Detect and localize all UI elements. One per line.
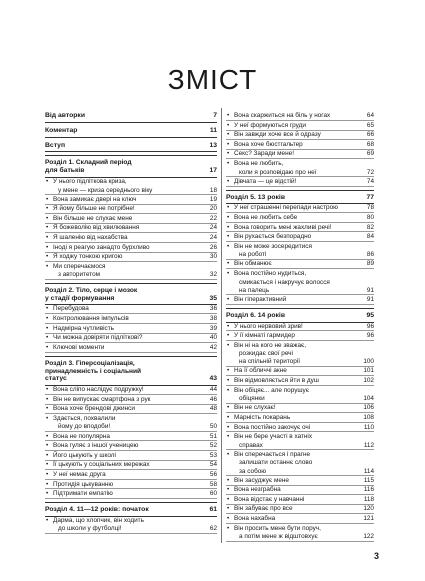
toc-entry	[226, 367, 374, 376]
entry-title: • Марність покарань	[234, 414, 358, 421]
toc-entry	[226, 214, 374, 223]
entry-title: • Перебудова	[53, 305, 201, 312]
entry-title: Розділ 2. Тіло, серце і мозок	[45, 286, 138, 294]
entry-page: 52	[209, 442, 217, 450]
entry-title: • У нього підліткова криза,	[53, 178, 201, 185]
entry-page: 104	[363, 395, 374, 403]
toc-entry	[45, 234, 217, 243]
entry-title: • Ключові моменти	[53, 344, 201, 351]
toc-entry	[226, 477, 374, 486]
toc-entry	[226, 515, 374, 524]
toc-entry	[45, 433, 217, 442]
entry-page: 78	[366, 204, 374, 212]
entry-page: 17	[209, 167, 217, 175]
section-heading	[226, 190, 374, 205]
toc-entry-continued	[226, 468, 374, 476]
entry-title: статус	[45, 375, 67, 383]
entry-page: 56	[209, 470, 217, 478]
entry-page: 89	[366, 260, 374, 268]
entry-page: 91	[366, 286, 374, 294]
toc-entry	[226, 150, 374, 159]
entry-page: 72	[366, 168, 374, 176]
entry-page: 121	[363, 514, 374, 522]
toc-entry	[45, 253, 217, 262]
toc-entry	[226, 414, 374, 423]
toc-entry	[226, 387, 374, 395]
toc-entry	[45, 334, 217, 343]
entry-page: 61	[209, 506, 217, 514]
entry-title: Розділ 1. Складний період	[45, 159, 132, 167]
toc-entry-continued	[226, 358, 374, 366]
entry-page: 7	[213, 112, 217, 119]
entry-page: 108	[363, 413, 374, 421]
entry-page: 86	[366, 251, 374, 259]
toc-entry	[45, 315, 217, 324]
toc-entry	[226, 332, 374, 341]
entry-page: 22	[209, 214, 217, 222]
toc-entry-continued	[226, 350, 374, 357]
entry-title: Розділ 6. 14 років	[226, 311, 285, 319]
entry-page: 32	[209, 271, 217, 279]
section-heading	[45, 295, 217, 306]
entry-page: 38	[209, 315, 217, 323]
entry-title: • Вона говорить мені жахливі речі!	[234, 224, 358, 231]
entry-page: 64	[366, 112, 374, 119]
toc-entry-continued	[226, 287, 374, 295]
toc-entry	[45, 405, 217, 414]
entry-title: • Він рухається безпорадно	[234, 233, 358, 240]
entry-title: • Він не бере участі в хатніх	[234, 433, 358, 440]
entry-page: 35	[209, 294, 217, 302]
toc-entry-continued	[226, 459, 374, 466]
toc-entry	[226, 122, 374, 131]
entry-title: • Іноді я реагую занадто бурхливо	[53, 244, 201, 251]
toc-left-column	[45, 112, 217, 535]
toc-entry	[45, 344, 217, 353]
toc-entry	[226, 433, 374, 441]
entry-title: а потім мене ж відштовхує	[239, 533, 318, 541]
toc-entry	[45, 263, 217, 271]
entry-title: • Я божеволію від хвилювання	[53, 224, 201, 231]
toc-entry	[45, 461, 217, 470]
toc-entry	[226, 323, 374, 332]
toc-entry-continued	[226, 251, 374, 259]
toc-entry	[226, 233, 374, 242]
toc-entry	[45, 215, 217, 224]
entry-title: принадлежність і соціальний	[45, 367, 142, 375]
entry-title: • Протидія цькуванню	[53, 481, 201, 488]
entry-title: • Його цькують у школі	[53, 452, 201, 459]
entry-title: • Надмірна чутливість	[53, 325, 201, 332]
entry-title: • Він гіперактивний	[234, 296, 358, 303]
entry-page: 74	[366, 177, 374, 185]
entry-page: 68	[366, 140, 374, 148]
entry-page: 100	[363, 358, 374, 366]
entry-page: 106	[363, 404, 374, 412]
entry-title: • Вона сліпо наслідує подружку!	[53, 386, 201, 393]
entry-title: з авторитетом	[58, 271, 101, 279]
toc-entry	[226, 525, 374, 533]
entry-title: • У її кімнаті гармидер	[234, 332, 358, 339]
entry-title: • Він завжди хоче все й одразу	[234, 131, 358, 138]
entry-page: 48	[209, 405, 217, 413]
entry-title: • У неї формуються груди	[234, 122, 358, 129]
entry-title: • Вона не любить,	[234, 160, 358, 167]
toc-entry	[45, 517, 217, 525]
entry-page: 53	[209, 451, 217, 459]
toc-entry	[226, 204, 374, 213]
entry-title: • Чи можна довіряти підліткові?	[53, 334, 201, 341]
entry-title: • Він не може зосередитися	[234, 243, 358, 250]
entry-page: 26	[209, 243, 217, 251]
entry-page: 95	[366, 311, 374, 319]
toc-entry-continued	[226, 442, 374, 450]
toc-entry	[45, 415, 217, 423]
section-heading	[45, 356, 217, 368]
entry-title: смикається і накручує волосся	[239, 278, 330, 286]
toc-major-entry	[45, 142, 217, 153]
entry-title: • Він обманює	[234, 260, 358, 267]
entry-title: на роботі	[239, 251, 267, 259]
entry-page: 82	[366, 223, 374, 231]
entry-page: 51	[209, 432, 217, 440]
toc-entry	[226, 342, 374, 350]
entry-title: • Її цькують у соціальних мережах	[53, 461, 201, 468]
entry-title: • У неї немає друга	[53, 471, 201, 478]
entry-title: • Вона гуляє з іншої ученицею	[53, 442, 201, 449]
toc-entry	[45, 196, 217, 205]
entry-title: • Він просить мене бути поруч,	[234, 525, 358, 532]
toc-major-entry	[45, 127, 217, 138]
toc-entry	[45, 386, 217, 395]
entry-title: • Він засуджує мене	[234, 477, 358, 484]
entry-page: 65	[366, 121, 374, 129]
entry-title: • Дівчата — це відстій!	[234, 178, 358, 185]
entry-page: 40	[209, 334, 217, 342]
entry-title: • Він забуває про все	[234, 505, 358, 512]
entry-title: • Підтримати емпатію	[53, 490, 201, 497]
page-title: ЗМІСТ	[167, 64, 258, 95]
toc-entry	[226, 496, 374, 505]
entry-title: • Вона замикає двері на ключ	[53, 196, 201, 203]
entry-title: • Вона хоче бюстгальтер	[234, 141, 358, 148]
entry-page: 36	[209, 305, 217, 313]
toc-entry	[226, 141, 374, 150]
entry-page: 112	[363, 441, 374, 449]
entry-page: 62	[209, 525, 217, 533]
entry-page: 96	[366, 322, 374, 330]
entry-title: на спільній території	[239, 358, 300, 366]
toc-entry-continued	[226, 533, 374, 541]
entry-title: • Ми сперечаємося	[53, 263, 201, 270]
entry-page: 24	[209, 234, 217, 242]
toc-entry	[226, 178, 374, 187]
toc-entry	[45, 471, 217, 480]
entry-title: • Контролювання імпульсів	[53, 315, 201, 322]
entry-title: • Він ні на кого не зважає,	[234, 342, 358, 349]
entry-title: • Він сперечається і прагне	[234, 451, 358, 458]
entry-page: 19	[209, 195, 217, 203]
toc-entry	[226, 160, 374, 168]
entry-title: • Дарма, що хлопчик, він ходить	[53, 517, 201, 524]
entry-title: • Я йому більше не потрібне!	[53, 205, 201, 212]
entry-page: 58	[209, 480, 217, 488]
entry-title: • Вона незграбна	[234, 486, 358, 493]
entry-title: коли я розповідаю про неї	[239, 168, 317, 176]
entry-page: 114	[363, 467, 374, 475]
section-heading	[45, 375, 217, 386]
entry-page: 102	[363, 377, 374, 385]
section-heading	[45, 368, 217, 376]
toc-entry	[45, 305, 217, 314]
entry-page: 18	[209, 186, 217, 194]
toc-entry	[45, 481, 217, 490]
entry-title: Від авторки	[45, 112, 85, 119]
entry-title: розкидає свої речі	[239, 350, 293, 358]
entry-title: • Вона постійно закочує очі	[234, 424, 358, 431]
entry-title: Розділ 3. Гіперсоціалізація,	[45, 359, 135, 367]
entry-title: до школи у футболці!	[58, 525, 122, 533]
toc-entry-continued	[226, 279, 374, 286]
toc-entry	[45, 490, 217, 499]
entry-title: за собою	[239, 467, 267, 475]
toc-major-entry	[45, 112, 217, 123]
entry-title: • Він не слухає!	[234, 404, 358, 411]
entry-page: 101	[363, 367, 374, 375]
section-heading	[45, 155, 217, 167]
toc-entry	[45, 442, 217, 451]
entry-title: • Вона відстає у навчанні	[234, 496, 358, 503]
entry-title: • Вона скаржиться на біль у ногах	[234, 112, 358, 119]
entry-title: на палець	[239, 286, 270, 294]
entry-page: 80	[366, 213, 374, 221]
entry-title: • Здається, похвалили	[53, 415, 201, 422]
toc-entry	[226, 486, 374, 495]
toc-entry	[45, 452, 217, 461]
entry-page: 115	[363, 476, 374, 484]
entry-page: 66	[366, 131, 374, 139]
entry-page: 110	[363, 423, 374, 431]
toc-entry	[45, 178, 217, 186]
toc-entry	[226, 296, 374, 305]
toc-entry-continued	[45, 423, 217, 431]
entry-page: 96	[366, 332, 374, 340]
entry-title: • На її обличчі акне	[234, 367, 358, 374]
entry-title: • Вона нахабна	[234, 515, 358, 522]
toc-entry	[226, 451, 374, 459]
entry-page: 24	[209, 224, 217, 232]
toc-entry	[226, 377, 374, 386]
toc-entry-continued	[45, 187, 217, 195]
toc-entry-continued	[45, 525, 217, 533]
toc-entry	[45, 205, 217, 214]
entry-title: • Він обіцяє... але порушує	[234, 387, 358, 394]
entry-title: залишати останнє слово	[239, 459, 313, 467]
toc-entry	[226, 424, 374, 433]
entry-title: у мене — криза середнього віку	[58, 186, 153, 194]
toc-entry-continued	[45, 271, 217, 279]
entry-page: 122	[363, 533, 374, 541]
entry-title: • Вона не любить себе	[234, 214, 358, 221]
entry-page: 50	[209, 423, 217, 431]
page-number: 3	[374, 551, 380, 561]
toc-entry	[45, 244, 217, 253]
section-heading	[226, 308, 374, 323]
column-divider	[221, 108, 222, 543]
toc-entry	[226, 112, 374, 121]
entry-page: 54	[209, 461, 217, 469]
entry-title: • Він більше не слухає мене	[53, 215, 201, 222]
entry-title: • У нього нервовий зрив!	[234, 323, 358, 330]
entry-page: 39	[209, 324, 217, 332]
section-heading	[45, 167, 217, 178]
entry-title: • Вона хоче брендові джинси	[53, 405, 201, 412]
entry-page: 69	[366, 150, 374, 158]
toc-entry	[226, 505, 374, 514]
toc-entry	[226, 404, 374, 413]
toc-entry	[45, 224, 217, 233]
entry-page: 30	[209, 253, 217, 261]
entry-page: 116	[363, 486, 374, 494]
toc-entry	[226, 260, 374, 269]
entry-title: • Вона не популярна	[53, 433, 201, 440]
entry-page: 11	[209, 126, 217, 134]
toc-entry	[45, 325, 217, 334]
entry-title: Вступ	[45, 141, 66, 149]
entry-title: Коментар	[45, 126, 78, 134]
entry-title: обіцянки	[239, 395, 265, 403]
toc-entry	[226, 131, 374, 140]
entry-title: справах	[239, 441, 263, 449]
entry-title: • Секс? Заради мене!	[234, 150, 358, 157]
entry-title: • Вона постійно нудиться,	[234, 270, 358, 277]
entry-page: 44	[209, 386, 217, 394]
entry-title: • У неї страшенні перепади настрою	[234, 204, 358, 211]
entry-title: для батьків	[45, 167, 85, 175]
entry-page: 42	[209, 343, 217, 351]
entry-title: • Я ходжу тонкою кригою	[53, 253, 201, 260]
section-heading	[45, 502, 217, 517]
entry-page: 20	[209, 205, 217, 213]
toc-entry	[226, 270, 374, 278]
entry-page: 84	[366, 233, 374, 241]
entry-page: 13	[209, 141, 217, 149]
toc-right-column	[226, 112, 374, 542]
toc-entry	[226, 224, 374, 233]
entry-page: 77	[366, 193, 374, 201]
toc-entry	[226, 243, 374, 251]
toc-entry-continued	[226, 169, 374, 177]
entry-title: Розділ 4. 11—12 років: початок	[45, 506, 149, 514]
entry-page: 120	[363, 505, 374, 513]
entry-page: 43	[209, 375, 217, 383]
toc-entry	[45, 396, 217, 405]
entry-title: Розділ 5. 13 років	[226, 193, 285, 201]
entry-title: • Я шаленію від нахабства	[53, 234, 201, 241]
entry-title: у стадії формування	[45, 294, 115, 302]
entry-page: 118	[363, 495, 374, 503]
entry-page: 91	[366, 295, 374, 303]
entry-title: • Він не випускає смартфона з рук	[53, 396, 201, 403]
entry-title: • Він відмовляється йти в душ	[234, 377, 358, 384]
section-heading	[45, 283, 217, 295]
entry-page: 46	[209, 395, 217, 403]
entry-title: йому до вподоби!	[58, 423, 111, 431]
toc-entry-continued	[226, 395, 374, 403]
entry-page: 60	[209, 490, 217, 498]
